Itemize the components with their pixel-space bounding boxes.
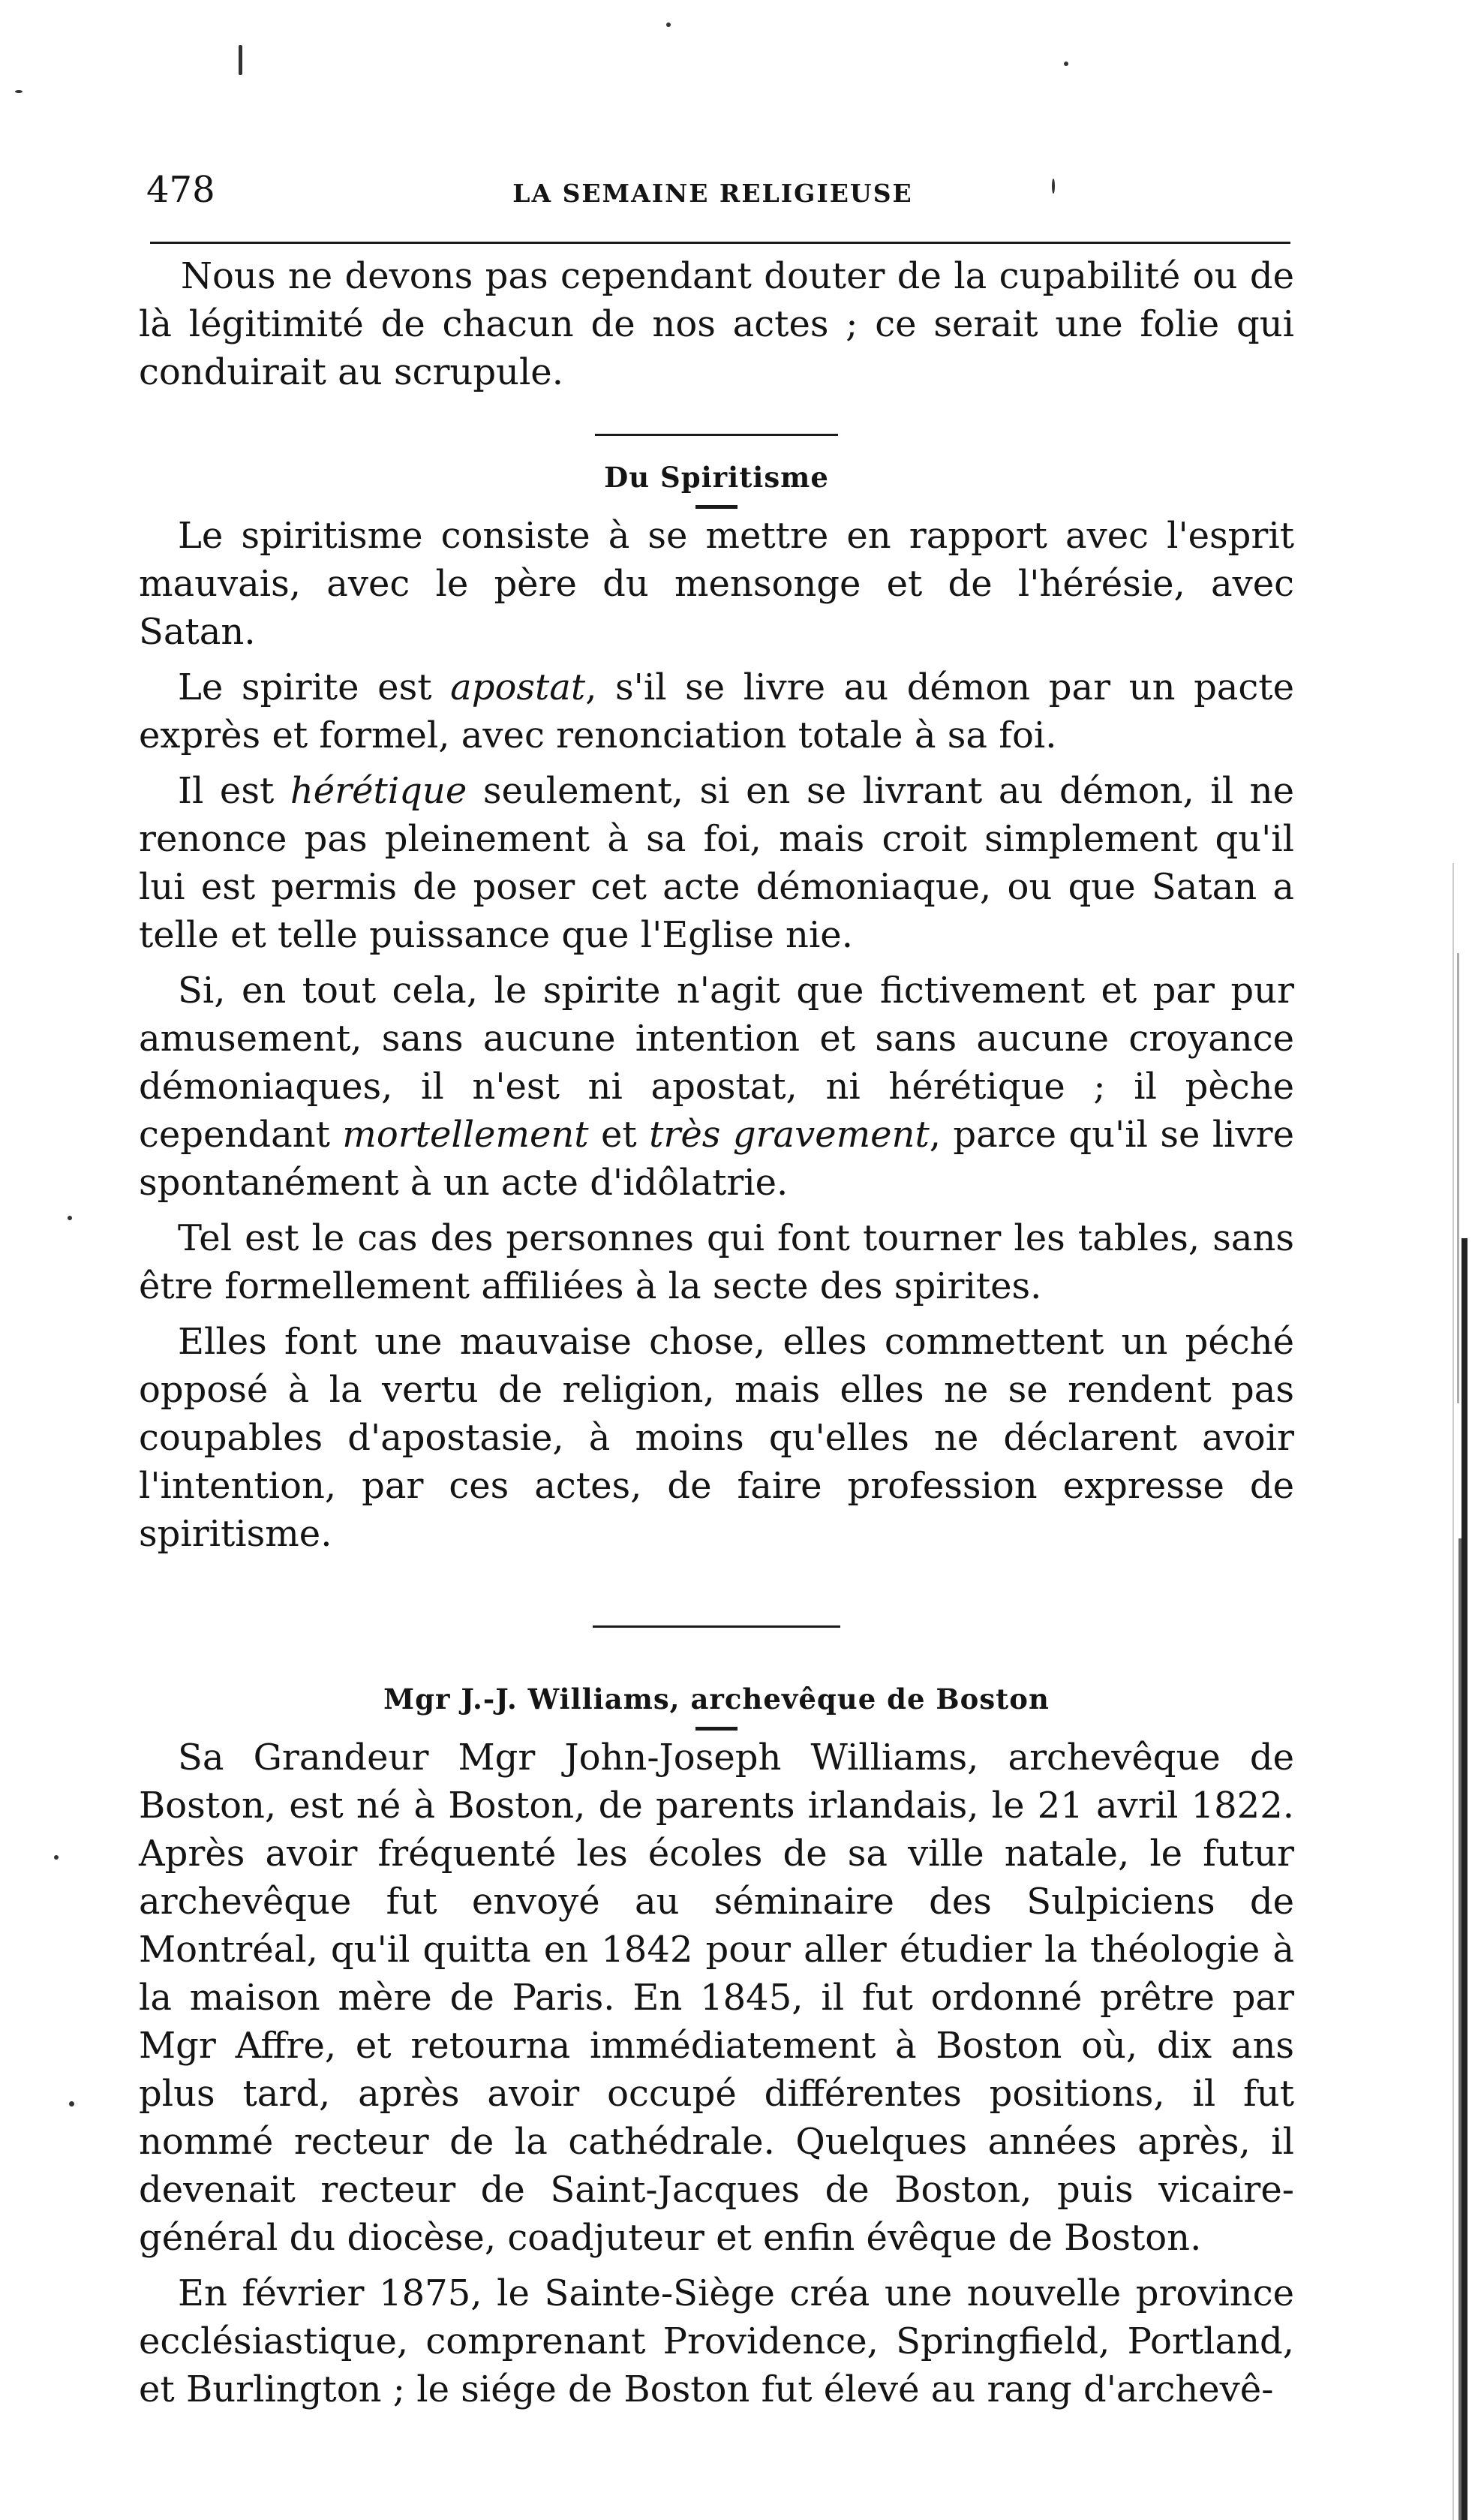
spiritisme-paragraph: Le spirite est apostat, s'il se livre au démon par un pacte exprès et formel, avec renonciation totale à sa foi. [139,666,1294,756]
williams-paragraph: En février 1875, le Sainte-Siège créa une nouvelle province ecclésiastique, comprenant Providence, Springfield, Portland, et Burlington ; le siége de Boston fut élevé au rang d'archevê- [139,2272,1294,2410]
ink-speck [239,45,242,75]
section-title-spiritisme: Du Spiritisme [604,461,829,494]
title-dash [695,505,737,509]
section-title-williams: Mgr J.-J. Williams, archevêque de Boston [383,1683,1050,1716]
page-body [139,252,1294,2413]
ink-speck [666,23,671,27]
intro-paragraph: Nous ne devons pas cependant douter de la cupabilité ou de là légitimité de chacun de nos actes ; ce serait une folie qui conduirait au scrupule. [139,255,1294,393]
page-edge-shadow [1448,863,1470,2520]
ink-speck [69,2101,74,2107]
ink-speck [1052,179,1055,194]
italic-term: apostat [450,666,586,708]
ink-speck [1064,62,1068,66]
italic-term: mortellement [342,1114,589,1156]
italic-term: très gravement [649,1114,930,1156]
title-dash [695,1727,737,1731]
spiritisme-paragraph: Le spiritisme consiste à se mettre en rapport avec l'esprit mauvais, avec le père du mensonge et de l'hérésie, avec Satan. [139,515,1294,653]
spiritisme-paragraph: Elles font une mauvaise chose, elles commettent un péché opposé à la vertu de religion, mais elles ne se rendent pas coupables d'apostasie, à moins qu'elles ne déclarent avoir l'intention, par ces actes, de faire profession expresse de spiritisme. [139,1321,1294,1555]
page-header [139,164,1287,216]
header-rule [150,242,1290,244]
section-separator [595,434,838,436]
spiritisme-paragraph: Si, en tout cela, le spirite n'agit que fictivement et par pur amusement, sans aucune intention et sans aucune croyance démoniaques, il n'est ni apostat, ni hérétique ; il pèche cependant mortellement et très gravement, parce qu'il se livre spontanément à un acte d'idôlatrie. [139,970,1294,1204]
williams-paragraph: Sa Grandeur Mgr John-Joseph Williams, archevêque de Boston, est né à Boston, de parents irlandais, le 21 avril 1822. Après avoir fréquenté les écoles de sa ville natale, le futur archevêque fut envoyé au séminaire des Sulpiciens de Montréal, qu'il quitta en 1842 pour aller étudier la théologie à la maison mère de Paris. En 1845, il fut ordonné prêtre par Mgr Affre, et retourna immédiatement à Boston où, dix ans plus tard, après avoir occupé différentes positions, il fut nommé recteur de la cathédrale. Quelques années après, il devenait recteur de Saint-Jacques de Boston, puis vicaire-général du diocèse, coadjuteur et enfin évêque de Boston. [139,1737,1294,2259]
ink-speck [68,1216,72,1220]
section-separator [593,1625,840,1628]
spiritisme-paragraph: Il est hérétique seulement, si en se livrant au démon, il ne renonce pas pleinement à sa foi, mais croit simplement qu'il lui est permis de poser cet acte démoniaque, ou que Satan a telle et telle puissance que l'Eglise nie. [139,770,1294,956]
italic-term: hérétique [290,770,467,812]
ink-speck [15,90,23,93]
ink-speck [54,1855,59,1860]
page-number: 478 [146,169,215,211]
spiritisme-paragraph: Tel est le cas des personnes qui font tourner les tables, sans être formellement affiliées à la secte des spirites. [139,1217,1294,1307]
running-title: LA SEMAINE RELIGIEUSE [512,179,913,208]
